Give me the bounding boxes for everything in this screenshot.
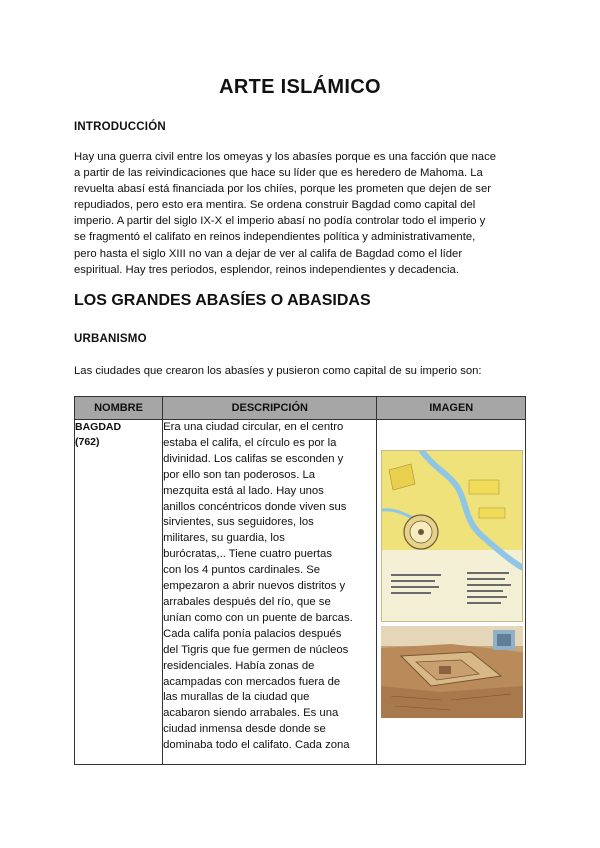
description-line: empezaron a abrir nuevos distritos y (163, 580, 346, 593)
description-line: militares, su guardia, los (163, 532, 285, 545)
column-header-imagen: IMAGEN (377, 397, 526, 420)
column-header-nombre: NOMBRE (75, 397, 163, 420)
intro-line: revuelta abasí está financiada por los chiíes, porque les prometen que dejen de ser (74, 183, 491, 196)
intro-line: se fragmentó el califato en reinos independientes política y administrativamente, (74, 231, 476, 244)
description-line: mezquita está al lado. Hay unos (163, 484, 324, 497)
cities-intro (74, 363, 534, 379)
document-title: ARTE ISLÁMICO (219, 76, 381, 98)
intro-line: Hay una guerra civil entre los omeyas y los abasíes porque es una facción que nace (74, 151, 496, 163)
cities-table (74, 396, 526, 765)
intro-line: imperio. A partir del siglo IX-X el imperio abasí no podía controlar todo el imperio y (74, 215, 486, 228)
table-row (75, 420, 526, 765)
description-line: ciudad inmensa desde donde se (163, 723, 326, 736)
description-line: Cada califa ponía palacios después (163, 627, 342, 640)
description-line: estaba el califa, el círculo es por la (163, 436, 337, 449)
city-year: (762) (75, 436, 100, 448)
city-description-cell (163, 420, 377, 765)
description-line: unían como con un puente de barcas. (163, 611, 353, 624)
description-line: dominaba todo el califato. Cada zona (163, 739, 350, 752)
intro-line: espiritual. Hay tres periodos, esplendor, reinos independientes y decadencia. (74, 263, 459, 276)
city-image-cell (377, 420, 526, 765)
city-name-cell (75, 420, 163, 765)
description-line: del Tigris que fue germen de núcleos (163, 643, 349, 656)
description-line: con los 4 puntos cardinales. Se (163, 564, 321, 577)
intro-heading: INTRODUCCIÓN (74, 121, 166, 133)
subsection-heading: URBANISMO (74, 333, 147, 345)
intro-paragraph (74, 149, 534, 278)
city-name: BAGDAD (75, 421, 122, 433)
intro-line: pero hasta el siglo XIII no van a dejar de ver al califa de Bagdad como el líder (74, 247, 463, 260)
description-line: sirvientes, sus seguidores, los (163, 516, 314, 529)
description-line: anillos concéntricos donde viven sus (163, 500, 347, 513)
baghdad-map-image (381, 450, 523, 622)
description-line: las murallas de la ciudad que (163, 691, 310, 704)
description-line: residenciales. Había zonas de (163, 659, 315, 672)
description-line: acabaron siendo arrabales. Es una (163, 707, 339, 720)
description-line: por ello son tan poderosos. La (163, 468, 316, 481)
description-line: Era una ciudad circular, en el centro (163, 421, 344, 433)
table-header-row (75, 397, 526, 420)
cities-intro-line: Las ciudades que crearon los abasíes y pusieron como capital de su imperio son: (74, 365, 482, 377)
intro-line: a partir de las reivindicaciones que hace su líder que es heredero de Mahoma. La (74, 167, 483, 180)
column-header-descripcion: DESCRIPCIÓN (163, 397, 377, 420)
description-line: acampadas con mercados fuera de (163, 675, 341, 688)
intro-line: repudiados, pero esto era mentira. Se ordena construir Bagdad como capital del (74, 199, 476, 212)
description-line: burócratas,.. Tiene cuatro puertas (163, 548, 332, 561)
section-heading: LOS GRANDES ABASÍES O ABASIDAS (74, 292, 371, 309)
description-line: arrabales después del río, que se (163, 595, 331, 608)
baghdad-reconstruction-image (381, 626, 523, 718)
description-line: divinidad. Los califas se esconden y (163, 452, 344, 465)
